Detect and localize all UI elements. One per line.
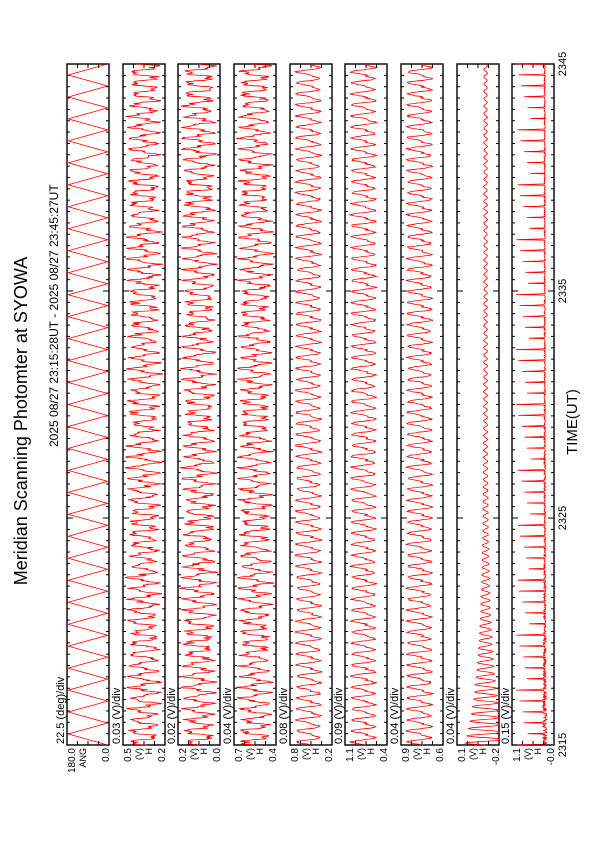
unit-label: H xyxy=(533,748,543,755)
series-line xyxy=(466,64,499,745)
series-line xyxy=(68,64,107,745)
x-tick-label: 2315 xyxy=(557,732,569,758)
unit-label: H xyxy=(422,748,432,755)
unit-label: (V) xyxy=(523,748,533,760)
panel-9 xyxy=(500,64,557,765)
panel-1 xyxy=(55,64,112,773)
series-line xyxy=(125,64,164,745)
panel-frame xyxy=(457,64,499,745)
series-line xyxy=(180,64,218,745)
unit-label: ANG xyxy=(78,748,88,768)
y-tick-label-top: 1.1 xyxy=(345,748,356,762)
unit-label: (V) xyxy=(134,748,144,760)
x-axis-label: TIME(UT) xyxy=(564,389,581,455)
y-tick-label-bottom: -0.0 xyxy=(546,748,557,766)
unit-label: H xyxy=(478,748,488,755)
scale-label: 0.04 (V)/div xyxy=(389,687,401,744)
time-range-label: 2025 08/27 23:15:28UT - 2025 08/27 23:45:27UT xyxy=(47,184,61,447)
series-line xyxy=(295,64,322,745)
series-line xyxy=(236,64,274,745)
y-tick-label-bottom: -0.2 xyxy=(491,748,502,766)
scale-label: 22.5 (deg)/div xyxy=(55,676,67,744)
scale-label: 0.04 (V)/div xyxy=(222,687,234,744)
y-tick-label-top: 0.9 xyxy=(401,748,412,762)
unit-label: H xyxy=(199,748,209,755)
rotated-plot xyxy=(11,52,581,773)
unit-label: H xyxy=(255,748,265,755)
y-tick-label-bottom: 0.4 xyxy=(268,748,279,762)
panel-2 xyxy=(111,64,168,762)
panel-4 xyxy=(222,64,279,762)
unit-label: (V) xyxy=(301,748,311,760)
scale-label: 0.09 (V)/div xyxy=(333,687,345,744)
y-tick-label-bottom: 0.2 xyxy=(157,748,168,762)
y-tick-label-top: 0.1 xyxy=(457,748,468,762)
unit-label: (V) xyxy=(245,748,255,760)
panel-7 xyxy=(389,64,446,762)
unit-label: H xyxy=(311,748,321,755)
y-tick-label-bottom: 0.6 xyxy=(435,748,446,762)
panel-5 xyxy=(278,64,335,762)
scale-label: 0.02 (V)/div xyxy=(166,687,178,744)
panel-3 xyxy=(166,64,223,762)
y-tick-label-top: 180.0 xyxy=(67,748,78,774)
unit-label: H xyxy=(144,748,154,755)
chart-title: Meridian Scanning Photomter at SYOWA xyxy=(11,256,31,586)
panel-frame xyxy=(67,64,109,745)
x-tick-label: 2325 xyxy=(557,505,569,531)
unit-label: (V) xyxy=(468,748,478,760)
y-tick-label-top: 0.5 xyxy=(123,748,134,762)
series-line xyxy=(406,64,433,745)
y-tick-label-bottom: 0.4 xyxy=(379,748,390,762)
x-tick-label: 2345 xyxy=(557,51,569,77)
unit-label: (V) xyxy=(356,748,366,760)
series-line xyxy=(350,64,377,745)
unit-label: (V) xyxy=(412,748,422,760)
panel-8 xyxy=(445,64,502,765)
scale-label: 0.08 (V)/div xyxy=(278,687,290,744)
y-tick-label-top: 0.2 xyxy=(178,748,189,762)
panel-6 xyxy=(333,64,390,762)
y-tick-label-top: 0.8 xyxy=(290,748,301,762)
panels-group xyxy=(55,64,557,773)
unit-label: (V) xyxy=(189,748,199,760)
y-tick-label-top: 1.1 xyxy=(512,748,523,762)
series-line xyxy=(515,64,547,745)
scale-label: 0.15 (V)/div xyxy=(500,687,512,744)
x-tick-label: 2335 xyxy=(557,278,569,304)
unit-label: H xyxy=(366,748,376,755)
y-tick-label-bottom: 0.0 xyxy=(212,748,223,762)
scale-label: 0.04 (V)/div xyxy=(445,687,457,744)
y-tick-label-top: 0.7 xyxy=(234,748,245,762)
y-tick-label-bottom: 0.2 xyxy=(324,748,335,762)
y-tick-label-bottom: 0.0 xyxy=(101,748,112,762)
scale-label: 0.03 (V)/div xyxy=(111,687,123,744)
